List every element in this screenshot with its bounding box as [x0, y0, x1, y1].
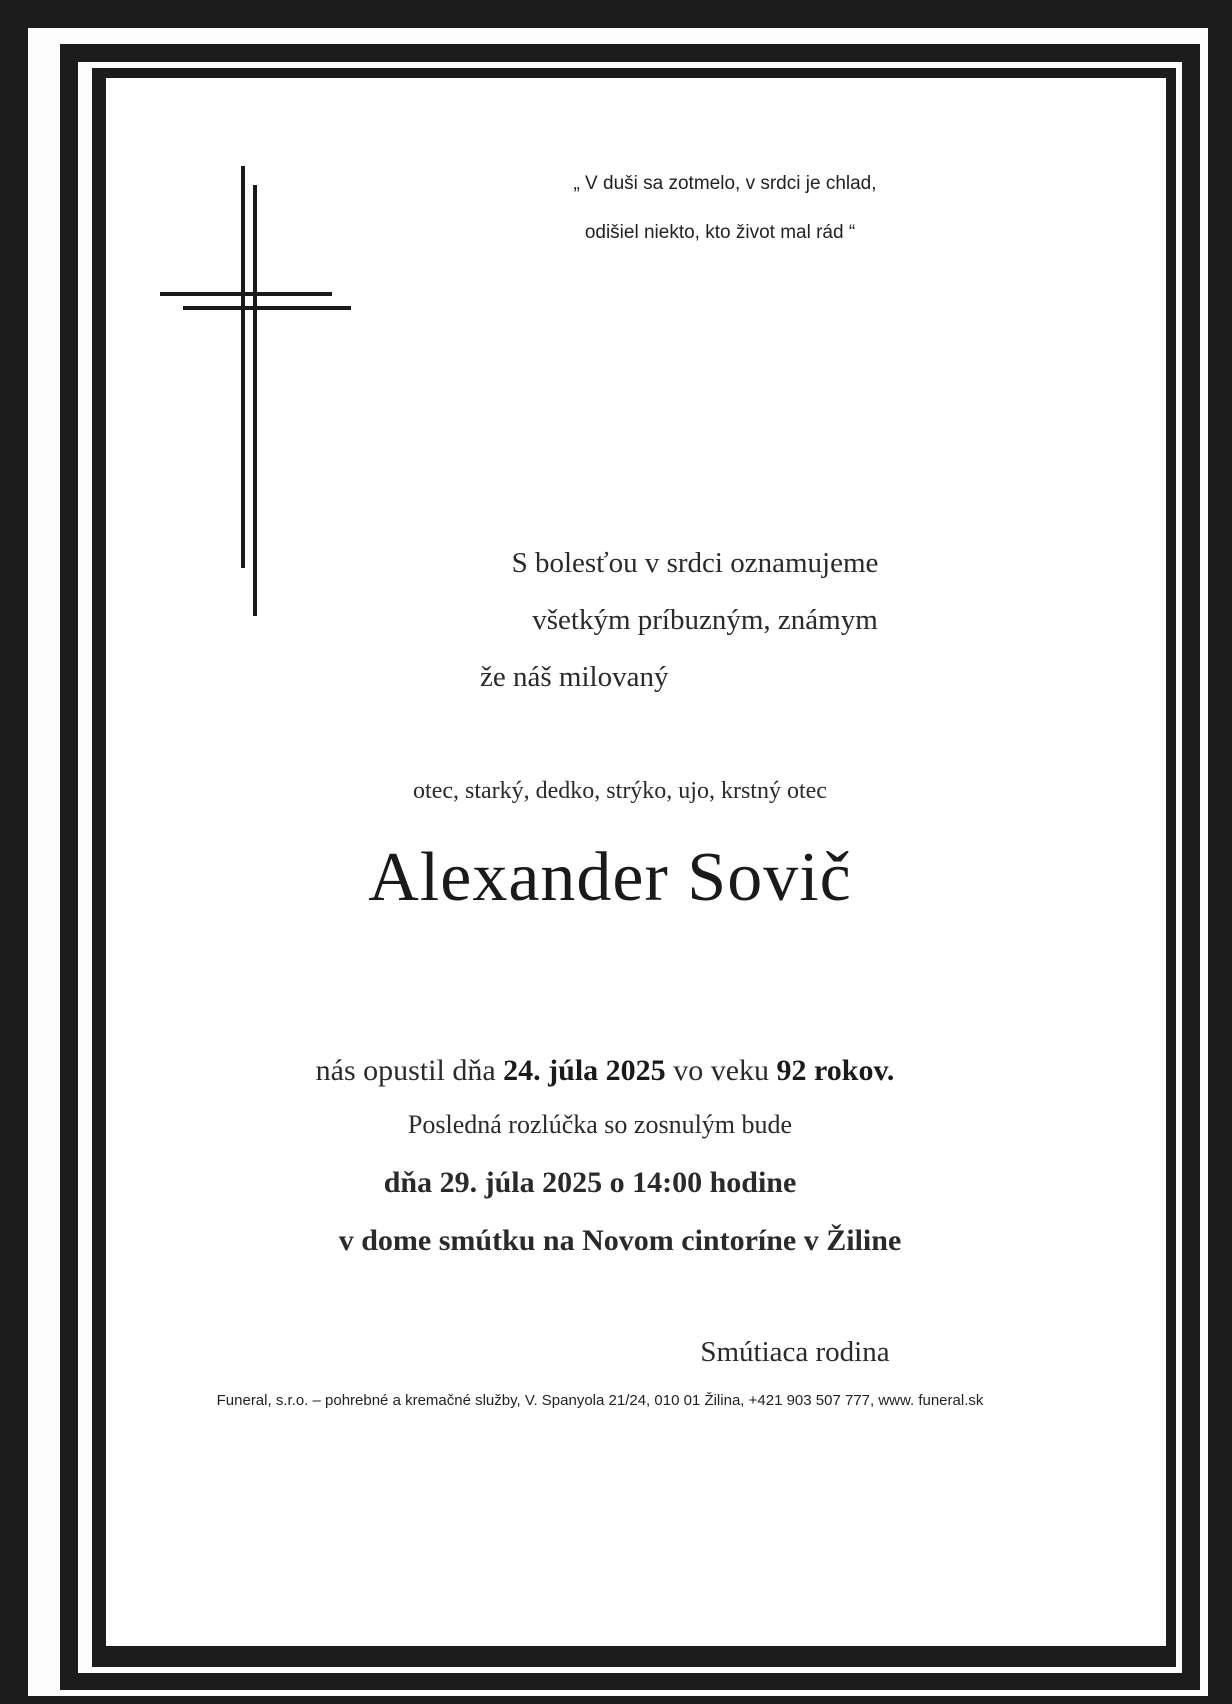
deceased-name: Alexander Sovič — [368, 839, 852, 916]
announcement-line-3: že náš milovaný — [480, 661, 669, 693]
cross-vertical-bar-2 — [253, 185, 257, 616]
death-age: 92 rokov. — [776, 1054, 895, 1087]
cross-vertical-bar-1 — [241, 166, 245, 568]
quote-line-2: odišiel niekto, kto život mal rád “ — [584, 222, 856, 243]
relations-text: otec, starký, dedko, strýko, ujo, krstný otec — [413, 778, 827, 804]
death-date: 24. júla 2025 — [503, 1054, 666, 1087]
announcement-line-2: všetkým príbuzným, známym — [532, 604, 878, 636]
cross-horizontal-bar-2 — [183, 306, 351, 310]
cross-horizontal-bar-1 — [160, 292, 332, 296]
announcement-line-1: S bolesťou v srdci oznamujeme — [511, 547, 879, 579]
death-info — [270, 1054, 940, 1088]
funeral-service-footer: Funeral, s.r.o. – pohrebné a kremačné služby, V. Spanyola 21/24, 010 01 Žilina, +421 903 507 777, www. funeral.sk — [216, 1392, 984, 1409]
death-prefix: nás opustil dňa — [315, 1054, 496, 1087]
quote-line-1: „ V duši sa zotmelo, v srdci je chlad, — [573, 173, 877, 194]
funeral-datetime: dňa 29. júla 2025 o 14:00 hodine — [383, 1166, 797, 1199]
signature: Smútiaca rodina — [700, 1336, 890, 1368]
death-middle: vo veku — [673, 1054, 770, 1087]
funeral-place: v dome smútku na Novom cintoríne v Žiline — [338, 1224, 902, 1257]
funeral-intro: Posledná rozlúčka so zosnulým bude — [407, 1110, 793, 1139]
